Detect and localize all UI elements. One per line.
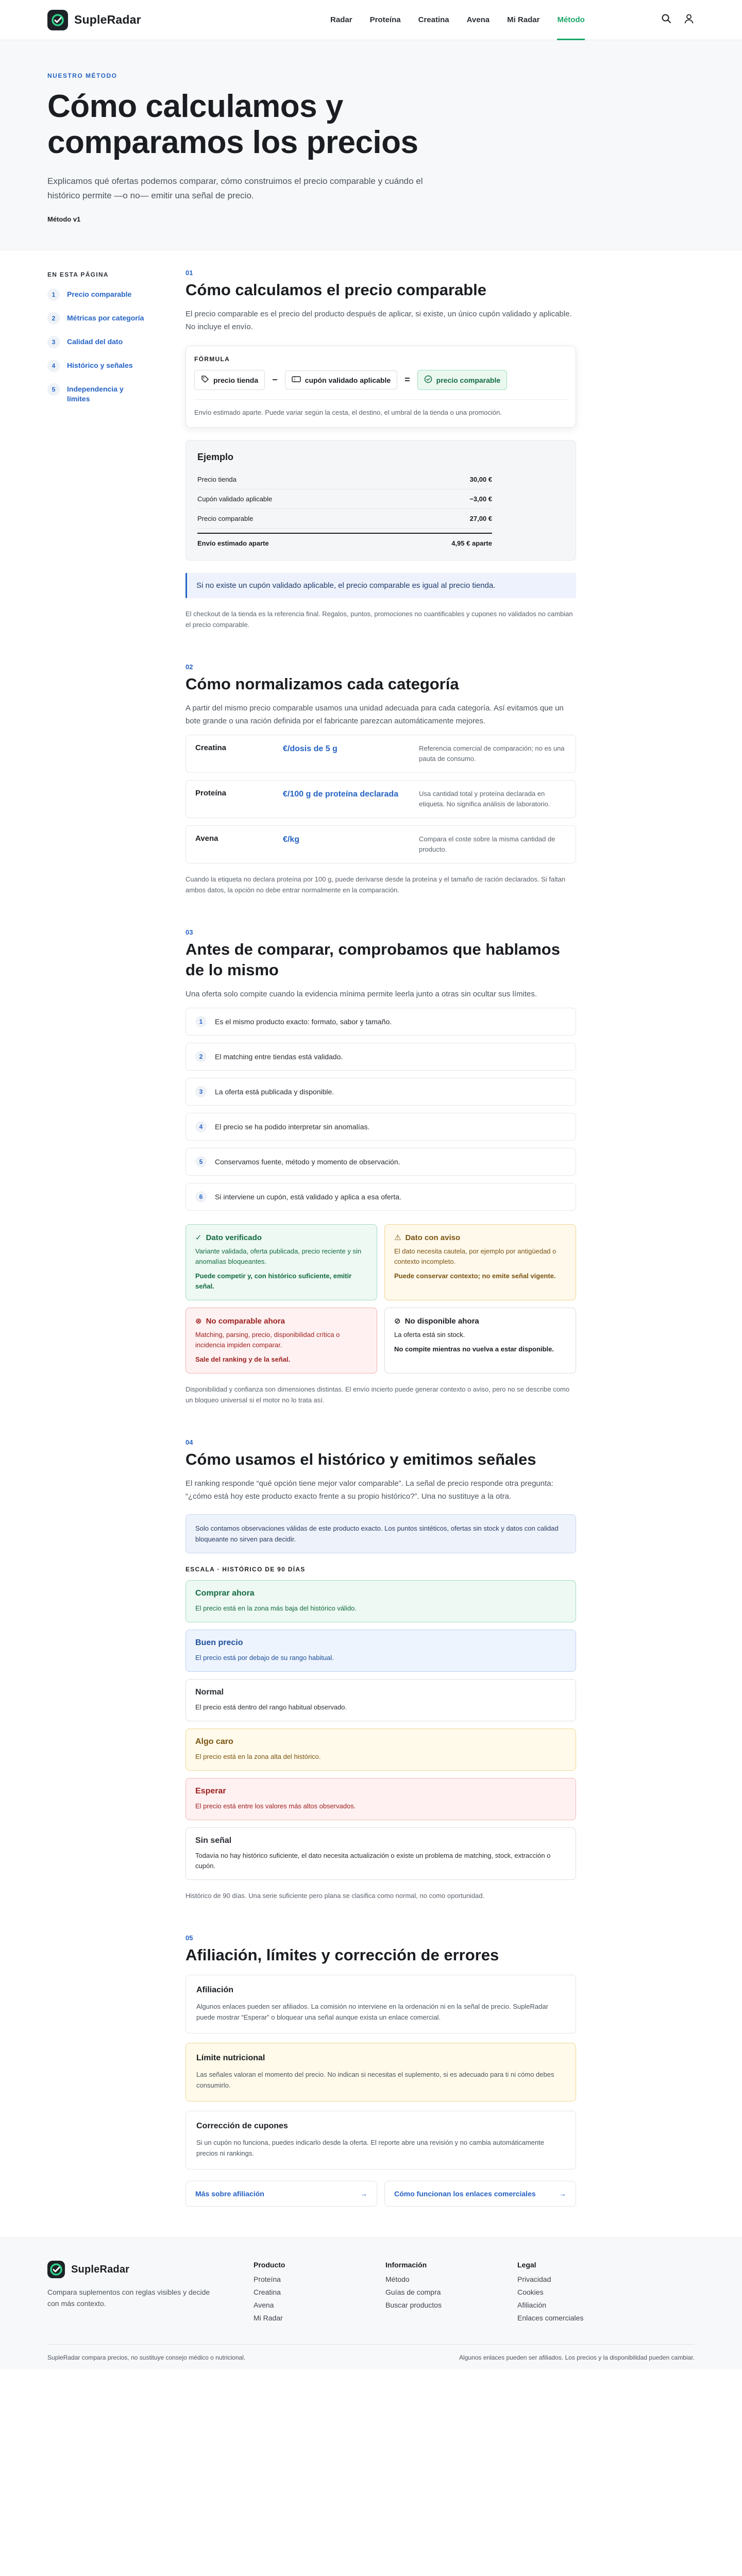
toc-item-calidad[interactable] xyxy=(47,336,171,348)
category-row-creatina xyxy=(185,735,576,773)
state-not-comparable xyxy=(185,1308,377,1374)
category-name: Creatina xyxy=(195,743,227,752)
x-circle-icon: ⊗ xyxy=(195,1317,202,1326)
formula-term: precio comparable xyxy=(436,376,501,384)
category-unit: €/kg xyxy=(283,835,300,844)
state-warning xyxy=(384,1224,576,1300)
toc-label: Calidad del dato xyxy=(67,337,123,346)
card-limite-nutricional xyxy=(185,2043,576,2102)
state-verified xyxy=(185,1224,377,1300)
category-name: Proteína xyxy=(195,789,227,798)
card-desc: Las señales valoran el momento del precio. No indican si necesitas el suplemento, si es adecuado para ti ni cómo debes consumirlo. xyxy=(196,2071,554,2089)
signal-normal xyxy=(185,1679,576,1721)
section-metricas xyxy=(185,663,576,895)
signal-title: Algo caro xyxy=(195,1737,233,1746)
check-number: 6 xyxy=(195,1191,207,1202)
check-item xyxy=(185,1043,576,1071)
card-correccion-cupones xyxy=(185,2111,576,2170)
toc-label: Independencia y límites xyxy=(67,385,124,403)
signal-title: Normal xyxy=(195,1688,224,1697)
category-desc: Referencia comercial de comparación; no es una pauta de consumo. xyxy=(419,744,565,762)
footer-link[interactable]: Afiliación xyxy=(517,2301,547,2309)
check-icon: ✓ xyxy=(195,1233,202,1242)
check-item xyxy=(185,1008,576,1036)
toc-number: 4 xyxy=(47,360,60,372)
signal-desc: El precio está entre los valores más altos observados. xyxy=(195,1802,356,1810)
footer-col-title: Legal xyxy=(517,2261,536,2269)
nav-creatina[interactable]: Creatina xyxy=(418,15,449,24)
warning-icon: ⚠ xyxy=(394,1233,401,1242)
card-desc: Si un cupón no funciona, puedes indicarlo desde la oferta. El reporte abre una revisión y no cambia automáticamente precios ni rankings. xyxy=(196,2139,544,2157)
section-title: Cómo calculamos el precio comparable xyxy=(185,281,487,299)
arrow-right-icon: → xyxy=(360,2190,367,2198)
state-title: Dato verificado xyxy=(206,1233,262,1242)
formula-card xyxy=(185,346,576,428)
signal-title: Comprar ahora xyxy=(195,1589,255,1598)
footer-link[interactable]: Método xyxy=(385,2275,410,2283)
card-title: Corrección de cupones xyxy=(196,2122,288,2130)
category-unit: €/dosis de 5 g xyxy=(283,744,338,753)
state-desc: Variante validada, oferta publicada, precio reciente y sin anomalías bloqueantes. xyxy=(195,1247,362,1265)
section-title: Antes de comparar, comprobamos que hablamos de lo mismo xyxy=(185,940,560,979)
check-text: Es el mismo producto exacto: formato, sabor y tamaño. xyxy=(215,1018,392,1026)
toc-item-metricas[interactable] xyxy=(47,312,171,325)
row-label: Precio tienda xyxy=(197,476,237,483)
minus-operator: − xyxy=(272,375,278,385)
row-value: 27,00 € xyxy=(469,515,492,522)
signal-sin-senal xyxy=(185,1827,576,1880)
footer-link[interactable]: Buscar productos xyxy=(385,2301,442,2309)
signal-esperar xyxy=(185,1778,576,1820)
history-note: Solo contamos observaciones válidas de este producto exacto. Los puntos sintéticos, ofertas sin stock y datos con calidad bloqueante no sirven para decidir. xyxy=(185,1514,576,1553)
formula-cupon xyxy=(285,370,397,389)
section-title: Cómo normalizamos cada categoría xyxy=(185,675,459,693)
section-number: 03 xyxy=(185,928,193,936)
toc-label: Métricas por categoría xyxy=(67,314,144,322)
card-desc: Algunos enlaces pueden ser afiliados. La comisión no interviene en la ordenación ni en la señal de precio. SupleRadar puede mostrar “Esperar” o bloquear una señal aunque exista un enlace comercial. xyxy=(196,2003,548,2021)
link-label: Más sobre afiliación xyxy=(195,2190,264,2198)
example-shipping-row xyxy=(197,533,492,553)
example-card xyxy=(185,440,576,561)
state-outcome: Sale del ranking y de la señal. xyxy=(195,1355,291,1363)
check-number: 4 xyxy=(195,1121,207,1132)
state-desc: Matching, parsing, precio, disponibilidad crítica o incidencia impiden comparar. xyxy=(195,1331,340,1349)
signal-desc: El precio está en la zona alta del histórico. xyxy=(195,1753,321,1760)
signal-desc: El precio está dentro del rango habitual observado. xyxy=(195,1703,347,1711)
state-title: Dato con aviso xyxy=(405,1233,461,1242)
footer-link[interactable]: Enlaces comerciales xyxy=(517,2314,584,2322)
footer-disclaimer: SupleRadar compara precios, no sustituye consejo médico o nutricional. xyxy=(47,2354,246,2361)
section-independencia xyxy=(185,1934,576,2207)
search-icon[interactable] xyxy=(661,13,672,27)
section-number: 05 xyxy=(185,1934,193,1942)
method-content xyxy=(185,269,576,2217)
link-enlaces-comerciales[interactable] xyxy=(384,2181,576,2207)
state-desc: El dato necesita cautela, por ejemplo por antigüedad o contexto incompleto. xyxy=(394,1247,556,1265)
hero-lead: Explicamos qué ofertas podemos comparar, cómo construimos el precio comparable y cuándo el histórico permite —o no— emitir una señal de precio. xyxy=(47,176,423,200)
signal-buen-precio xyxy=(185,1630,576,1672)
section-title: Cómo usamos el histórico y emitimos señales xyxy=(185,1450,536,1468)
category-desc: Compara el coste sobre la misma cantidad de producto. xyxy=(419,835,555,853)
row-label: Precio comparable xyxy=(197,515,254,522)
check-text: El matching entre tiendas está validado. xyxy=(215,1053,343,1061)
signal-comprar-ahora xyxy=(185,1580,576,1622)
example-row xyxy=(197,470,492,489)
footer-col-producto xyxy=(254,2261,385,2327)
section-body: A partir del mismo precio comparable usamos una unidad adecuada para cada categoría. Así evitamos que un bote grande o una ración definida por el fabricante parezcan automáticamente mejores. xyxy=(185,704,564,725)
state-desc: La oferta está sin stock. xyxy=(394,1331,465,1338)
signal-desc: El precio está en la zona más baja del histórico válido. xyxy=(195,1604,357,1612)
section-body: El precio comparable es el precio del producto después de aplicar, si existe, un único cupón validado y aplicable. No incluye el envío. xyxy=(185,310,572,331)
check-number: 2 xyxy=(195,1051,207,1062)
category-row-avena xyxy=(185,825,576,863)
check-text: Conservamos fuente, método y momento de observación. xyxy=(215,1158,400,1166)
hero xyxy=(0,40,742,250)
footer-col-title: Información xyxy=(385,2261,427,2269)
example-title: Ejemplo xyxy=(197,452,234,462)
table-of-contents xyxy=(47,269,171,2217)
signal-algo-caro xyxy=(185,1728,576,1771)
nav-avena[interactable]: Avena xyxy=(466,15,490,24)
row-value: 30,00 € xyxy=(469,476,492,483)
row-label: Envío estimado aparte xyxy=(197,539,269,547)
example-row xyxy=(197,489,492,509)
section-number: 01 xyxy=(185,269,193,277)
footer-brand[interactable] xyxy=(47,2261,254,2278)
toc-label: Histórico y señales xyxy=(67,361,133,369)
card-afiliacion xyxy=(185,1975,576,2033)
section-precio-comparable xyxy=(185,269,576,630)
check-item xyxy=(185,1148,576,1176)
section-number: 04 xyxy=(185,1438,193,1446)
category-row-proteina xyxy=(185,780,576,818)
footer-col-informacion xyxy=(385,2261,517,2327)
section-body: Una oferta solo compite cuando la evidencia mínima permite leerla junto a otras sin ocultar sus límites. xyxy=(185,990,537,998)
state-outcome: Puede competir y, con histórico suficiente, emitir señal. xyxy=(195,1272,352,1290)
formula-precio-comparable xyxy=(417,370,508,390)
hero-eyebrow: NUESTRO MÉTODO xyxy=(47,72,117,79)
nav-mi-radar[interactable]: Mi Radar xyxy=(507,15,540,24)
ticket-icon xyxy=(292,376,301,384)
section-footnote: Histórico de 90 días. Una serie suficiente pero plana se clasifica como normal, no como oportunidad. xyxy=(185,1892,485,1900)
footer-link[interactable]: Avena xyxy=(254,2301,274,2309)
toc-title: EN ESTA PÁGINA xyxy=(47,271,109,278)
state-outcome: No compite mientras no vuelva a estar disponible. xyxy=(394,1345,554,1353)
formula-term: cupón validado aplicable xyxy=(305,376,391,384)
check-text: Si interviene un cupón, está validado y aplica a esa oferta. xyxy=(215,1193,401,1201)
info-callout: Si no existe un cupón validado aplicable, el precio comparable es igual al precio tienda. xyxy=(185,573,576,598)
method-version: Método v1 xyxy=(47,215,81,223)
formula-note: Envío estimado aparte. Puede variar según la cesta, el destino, el umbral de la tienda o una promoción. xyxy=(194,399,567,418)
state-title: No disponible ahora xyxy=(404,1316,479,1326)
card-title: Afiliación xyxy=(196,1986,234,1994)
example-row xyxy=(197,509,492,529)
check-number: 3 xyxy=(195,1086,207,1097)
section-historico xyxy=(185,1438,576,1901)
nav-proteina[interactable]: Proteína xyxy=(369,15,401,24)
footer-link[interactable]: Proteína xyxy=(254,2275,281,2283)
section-footnote: El checkout de la tienda es la referencia final. Regalos, puntos, promociones no cuantificables y cupones no validados no cambian el precio comparable. xyxy=(185,610,573,629)
footer-link[interactable]: Creatina xyxy=(254,2288,281,2296)
state-title: No comparable ahora xyxy=(206,1316,285,1326)
brand-link[interactable] xyxy=(47,10,141,30)
footer-col-legal xyxy=(517,2261,649,2327)
signal-desc: El precio está por debajo de su rango habitual. xyxy=(195,1654,334,1662)
footer-tagline: Compara suplementos con reglas visibles y decide con más contexto. xyxy=(47,2288,210,2308)
link-label: Cómo funcionan los enlaces comerciales xyxy=(394,2190,536,2198)
card-title: Límite nutricional xyxy=(196,2054,265,2062)
formula-label: FÓRMULA xyxy=(194,355,230,363)
row-label: Cupón validado aplicable xyxy=(197,495,273,503)
category-desc: Usa cantidad total y proteína declarada en etiqueta. No significa análisis de laboratorio. xyxy=(419,790,550,808)
check-number: 1 xyxy=(195,1016,207,1027)
page-title: Cómo calculamos y comparamos los precios xyxy=(47,89,418,160)
state-unavailable xyxy=(384,1308,576,1374)
toc-number: 3 xyxy=(47,336,60,348)
check-text: El precio se ha podido interpretar sin anomalías. xyxy=(215,1123,370,1131)
data-states-grid xyxy=(185,1224,576,1374)
user-icon[interactable] xyxy=(683,13,695,27)
section-footnote: Disponibilidad y confianza son dimensiones distintas. El envío incierto puede generar contexto o aviso, pero no se describe como un bloqueo universal si el motor no lo trata así. xyxy=(185,1385,570,1404)
category-unit: €/100 g de proteína declarada xyxy=(283,790,399,799)
footer-col-title: Producto xyxy=(254,2261,285,2269)
toc-item-precio-comparable[interactable] xyxy=(47,289,171,301)
footer-bottom xyxy=(47,2344,695,2369)
toc-number: 5 xyxy=(47,383,60,396)
check-item xyxy=(185,1113,576,1141)
section-title: Afiliación, límites y corrección de errores xyxy=(185,1946,499,1964)
nav-radar[interactable]: Radar xyxy=(330,15,352,24)
row-value: 4,95 € aparte xyxy=(451,539,492,547)
main-menu xyxy=(330,0,585,40)
footer-link[interactable]: Privacidad xyxy=(517,2275,551,2283)
brand-name: SupleRadar xyxy=(74,13,141,26)
footer-affiliate-note: Algunos enlaces pueden ser afiliados. Los precios y la disponibilidad pueden cambiar. xyxy=(459,2354,695,2361)
signal-title: Esperar xyxy=(195,1787,226,1795)
section-footnote: Cuando la etiqueta no declara proteína por 100 g, puede derivarse desde la proteína y el tamaño de ración declarados. Si faltan ambos datos, la opción no debe entrar normalmente en la comparación. xyxy=(185,875,566,894)
link-afiliacion[interactable] xyxy=(185,2181,377,2207)
footer-brand-name: SupleRadar xyxy=(71,2263,130,2275)
toc-label: Precio comparable xyxy=(67,290,132,298)
arrow-right-icon: → xyxy=(559,2190,566,2198)
footer-link[interactable]: Mi Radar xyxy=(254,2314,283,2322)
toc-number: 2 xyxy=(47,312,60,325)
top-navbar xyxy=(0,0,742,40)
equals-operator: = xyxy=(404,375,410,385)
check-circle-icon xyxy=(424,375,432,385)
formula-precio-tienda xyxy=(194,370,265,390)
check-item xyxy=(185,1078,576,1106)
site-footer xyxy=(0,2238,742,2369)
toc-number: 1 xyxy=(47,289,60,301)
check-item xyxy=(185,1183,576,1211)
toc-item-independencia[interactable] xyxy=(47,383,171,404)
section-number: 02 xyxy=(185,663,193,671)
check-text: La oferta está publicada y disponible. xyxy=(215,1088,334,1096)
tag-icon xyxy=(201,375,209,385)
toc-item-historico[interactable] xyxy=(47,360,171,372)
formula-term: precio tienda xyxy=(213,376,259,384)
category-name: Avena xyxy=(195,834,218,843)
nav-metodo[interactable]: Método xyxy=(557,0,584,40)
state-outcome: Puede conservar contexto; no emite señal vigente. xyxy=(394,1272,556,1280)
footer-link[interactable]: Guías de compra xyxy=(385,2288,441,2296)
section-body: El ranking responde “qué opción tiene mejor valor comparable”. La señal de precio responde otra pregunta: “¿cómo está hoy este producto exacto frente a su propio histórico?”. Una no sustituye a la otra. xyxy=(185,1479,553,1501)
section-calidad xyxy=(185,928,576,1405)
footer-link[interactable]: Cookies xyxy=(517,2288,544,2296)
ban-icon: ⊘ xyxy=(394,1317,401,1326)
check-number: 5 xyxy=(195,1156,207,1167)
row-value: −3,00 € xyxy=(469,495,492,503)
signal-desc: Todavía no hay histórico suficiente, el dato necesita actualización o existe un problema de matching, stock, extracción o cupón. xyxy=(195,1852,551,1870)
signal-title: Buen precio xyxy=(195,1638,243,1647)
scale-title: ESCALA · HISTÓRICO DE 90 DÍAS xyxy=(185,1566,306,1573)
supleradar-logo-icon xyxy=(47,10,68,30)
supleradar-logo-icon xyxy=(47,2261,65,2278)
signal-title: Sin señal xyxy=(195,1836,232,1845)
